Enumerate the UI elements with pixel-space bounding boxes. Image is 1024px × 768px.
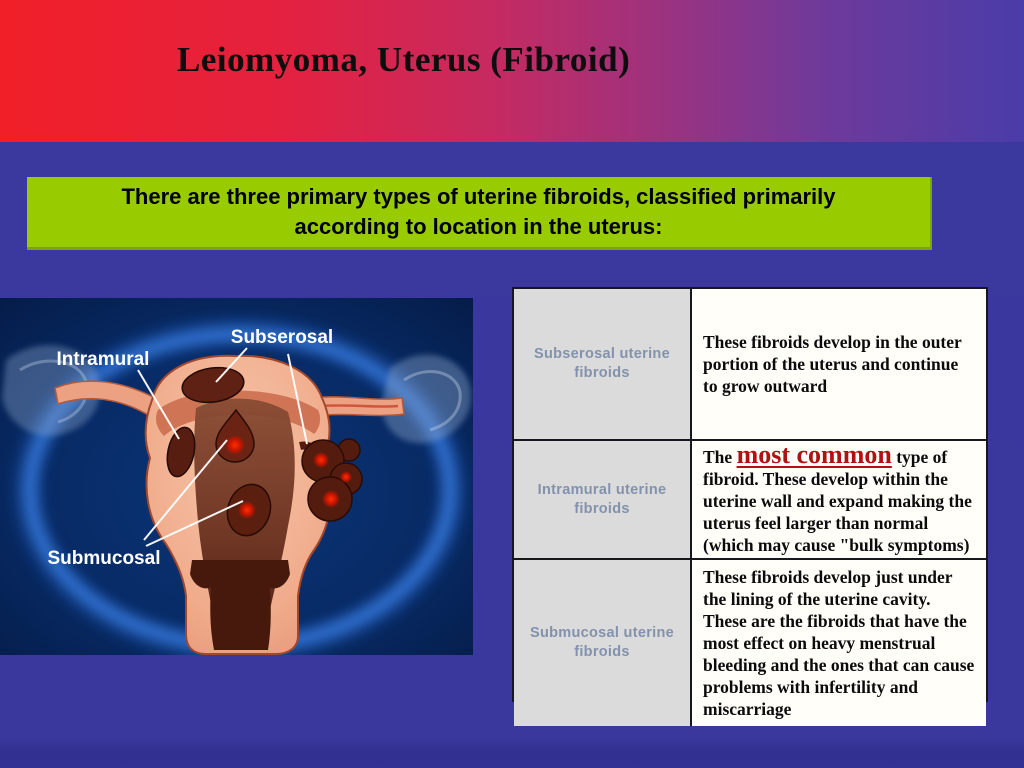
slide-title: Leiomyoma, Uterus (Fibroid) <box>177 40 631 79</box>
tube-striation <box>318 405 398 406</box>
description-cell-subserosal <box>692 289 986 441</box>
info-banner-line1: There are three primary types of uterine fibroids, classified primarily <box>121 184 836 209</box>
description-text: These fibroids develop in the outer portion of the uterus and continue to grow outward <box>703 332 962 396</box>
figure-label-subserosal: Subserosal <box>230 327 334 348</box>
info-banner <box>27 177 932 250</box>
description-text: The most common type of fibroid. These develop within the uterine wall and expand making the uterus feel larger than normal (which may cause "bulk symptoms) <box>703 439 972 555</box>
most-common-highlight: most common <box>736 439 892 469</box>
fibroid-glow <box>225 435 245 455</box>
fibroid-glow <box>238 501 256 519</box>
description-cell-intramural <box>692 441 986 560</box>
cervical-canal <box>210 560 271 650</box>
figure-label-intramural: Intramural <box>56 349 150 370</box>
description-cell-submucosal <box>692 560 986 726</box>
uterus-diagram-svg <box>0 298 473 655</box>
type-cell-intramural: Intramural uterine fibroids <box>514 441 692 560</box>
type-cell-submucosal: Submucosal uterine fibroids <box>514 560 692 726</box>
slide-header <box>0 0 1024 142</box>
description-text: These fibroids develop just under the lining of the uterine cavity. These are the fibroids that have the most effect on heavy menstrual bleeding and the ones that can cause problems with infertility and miscarriage <box>703 567 975 719</box>
type-cell-subserosal: Subserosal uterine fibroids <box>514 289 692 441</box>
info-banner-line2: according to location in the uterus: <box>294 214 663 239</box>
figure-label-submucosal: Submucosal <box>47 548 161 569</box>
uterus-diagram <box>0 298 473 655</box>
fibroid-types-table <box>512 287 988 719</box>
